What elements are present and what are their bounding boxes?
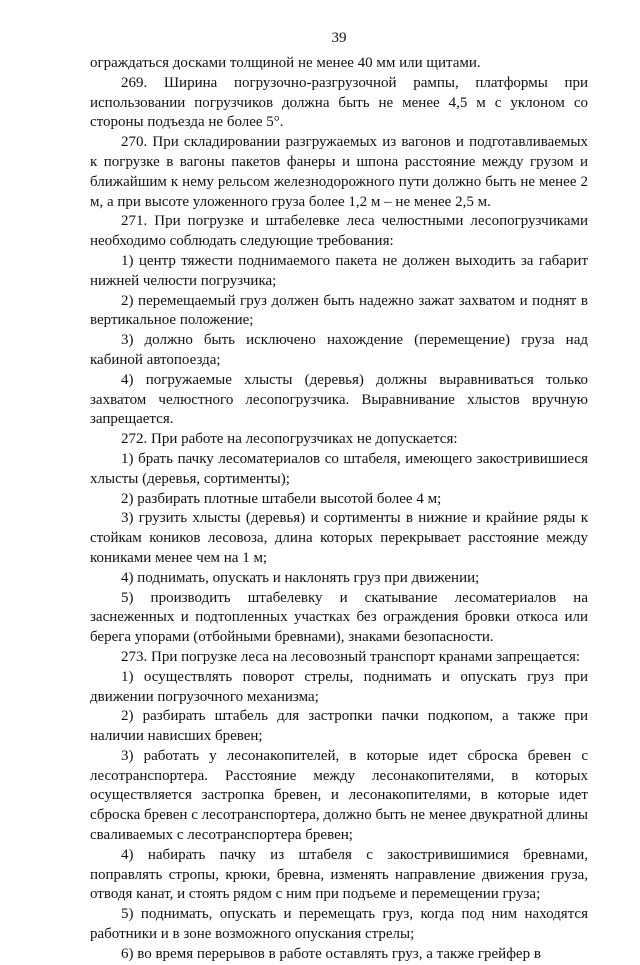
list-item-273-5: 5) поднимать, опускать и перемещать груз, когда под ним находятся работники и в зоне возможного опускания стрелы; (90, 906, 588, 943)
paragraph-269: 269. Ширина погрузочно-разгрузочной рампы, платформы при использовании погрузчиков должна быть не менее 4,5 м с уклоном со стороны подъезда не более 5°. (90, 74, 588, 131)
list-item-271-4: 4) погружаемые хлысты (деревья) должны выравниваться только захватом челюстного лесопогрузчика. Выравнивание хлыстов вручную запрещается. (90, 371, 588, 428)
list-item-271-1: 1) центр тяжести поднимаемого пакета не должен выходить за габарит нижней челюсти погрузчика; (90, 252, 588, 289)
paragraph-271: 271. При погрузке и штабелевке леса челюстными лесопогрузчиками необходимо соблюдать следующие требования: (90, 213, 588, 250)
list-item-273-4: 4) набирать пачку из штабеля с закостривишимися бревнами, поправлять стропы, крюки, бревна, изменять направление движения груза, отводя канат, и стоять рядом с ним при подъеме и перемещении груза; (90, 846, 588, 903)
paragraph-continuation: ограждаться досками толщиной не менее 40 мм или щитами. (90, 55, 481, 71)
page-number: 39 (331, 30, 347, 46)
list-item-273-1: 1) осуществлять поворот стрелы, поднимать и опускать груз при движении погрузочного механизма; (90, 668, 588, 705)
list-item-272-2: 2) разбирать плотные штабели высотой более 4 м; (121, 490, 442, 507)
document-body (90, 54, 588, 965)
paragraph-270: 270. При складировании разгружаемых из вагонов и подготавливаемых к погрузке в вагоны пакетов фанеры и шпона расстояние между грузом и ближайшим к нему рельсом железнодорожного пути должно быть не менее 2 м, а при высоте уложенного груза более 1,2 м – не менее 2,5 м. (90, 134, 588, 210)
list-item-272-3: 3) грузить хлысты (деревья) и сортименты в нижние и крайние ряды к стойкам коников лесовоза, длина которых перекрывает расстояние между кониками менее чем на 1 м; (90, 510, 588, 566)
paragraph-273: 273. При погрузке леса на лесовозный транспорт кранами запрещается: (121, 648, 581, 665)
list-item-271-2: 2) перемещаемый груз должен быть надежно зажат захватом и поднят в вертикальное положение; (90, 292, 588, 329)
list-item-273-3: 3) работать у лесонакопителей, в которые идет сброска бревен с лесотранспортера. Расстояние между лесонакопителями, в которых осуществляется застропка бревен, и лесонакопителями, в которые идет сброска бревен с лесотранспортера, должно быть не менее двукратной длины сваливаемых с лесотранспортера бревен; (90, 747, 588, 844)
list-item-272-5: 5) производить штабелевку и скатывание лесоматериалов на заснеженных и подтопленных участках без ограждения бровки откоса или берега упорами (отбойными бревнами), знаками безопасности. (90, 589, 588, 646)
list-item-273-6: 6) во время перерывов в работе оставлять груз, а также грейфер в (121, 945, 541, 962)
list-item-272-4: 4) поднимать, опускать и наклонять груз при движении; (121, 569, 480, 586)
list-item-272-1: 1) брать пачку лесоматериалов со штабеля, имеющего закостривишиеся хлысты (деревья, сортименты); (90, 450, 588, 487)
list-item-271-3: 3) должно быть исключено нахождение (перемещение) груза над кабиной автопоезда; (90, 332, 588, 368)
paragraph-272: 272. При работе на лесопогрузчиках не допускается: (121, 431, 458, 448)
list-item-273-2: 2) разбирать штабель для застропки пачки подкопом, а также при наличии нависших бревен; (90, 708, 588, 745)
